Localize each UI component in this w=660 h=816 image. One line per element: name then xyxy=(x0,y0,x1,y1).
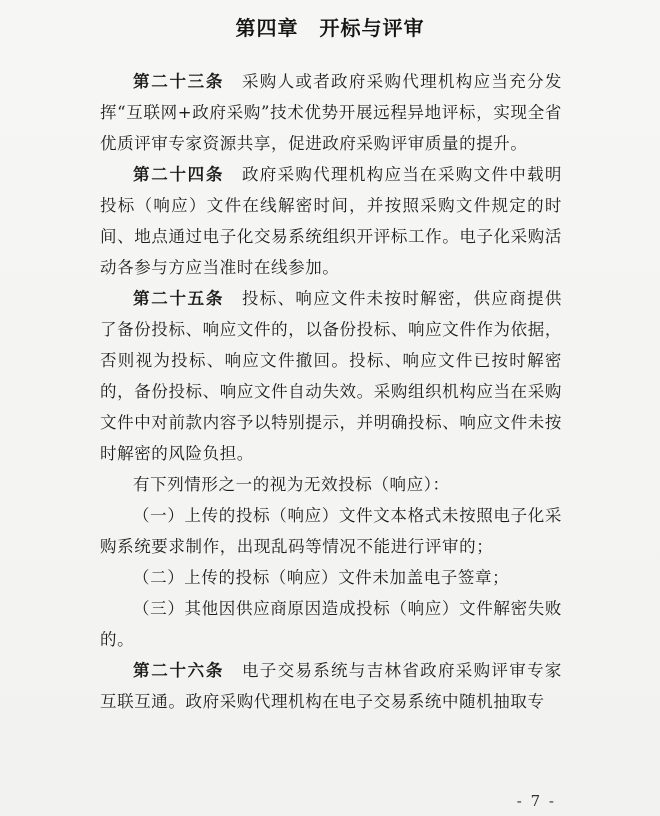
invalid-bid-item-3 xyxy=(100,593,562,655)
paragraph-text: 政府采购代理机构应当在采购文件中载明投标（响应）文件在线解密时间，并按照采购文件规定的时间、地点通过电子化交易系统组织开评标工作。电子化采购活动各参与方应当准时在线参加。 xyxy=(100,165,562,277)
article-23-paragraph xyxy=(100,66,562,159)
page-number: - 7 - xyxy=(516,792,556,810)
article-number: 第二十三条 xyxy=(133,72,225,91)
paragraph-text: （三）其他因供应商原因造成投标（响应）文件解密失败的。 xyxy=(100,599,562,649)
article-25-paragraph xyxy=(100,283,562,469)
paragraph-text: （二）上传的投标（响应）文件未加盖电子签章； xyxy=(133,568,510,587)
invalid-bid-item-2 xyxy=(100,562,562,593)
article-26-paragraph xyxy=(100,655,562,717)
invalid-bid-item-1 xyxy=(100,500,562,562)
article-number: 第二十四条 xyxy=(133,165,225,184)
paragraph-text: （一）上传的投标（响应）文件文本格式未按照电子化采购系统要求制作，出现乱码等情况不能进行评审的； xyxy=(100,506,562,556)
article-number: 第二十六条 xyxy=(133,661,225,680)
paragraph-text: 投标、响应文件未按时解密，供应商提供了备份投标、响应文件的，以备份投标、响应文件作为依据，否则视为投标、响应文件撤回。投标、响应文件已按时解密的，备份投标、响应文件自动失效。采购组织机构应当在采购文件中对前款内容予以特别提示，并明确投标、响应文件未按时解密的风险负担。 xyxy=(100,289,562,463)
invalid-bid-intro-paragraph xyxy=(100,469,562,500)
document-body xyxy=(100,66,562,717)
paragraph-text: 有下列情形之一的视为无效投标（响应）： xyxy=(133,475,450,494)
chapter-title: 第四章 开标与评审 xyxy=(235,16,425,40)
paragraph-text: 采购人或者政府采购代理机构应当充分发挥“互联网+政府采购”技术优势开展远程异地评标，实现全省优质评审专家资源共享，促进政府采购评审质量的提升。 xyxy=(100,72,562,153)
article-number: 第二十五条 xyxy=(133,289,225,308)
article-24-paragraph xyxy=(100,159,562,283)
paragraph-text: 电子交易系统与吉林省政府采购评审专家互联互通。政府采购代理机构在电子交易系统中随机抽取专 xyxy=(100,661,562,711)
